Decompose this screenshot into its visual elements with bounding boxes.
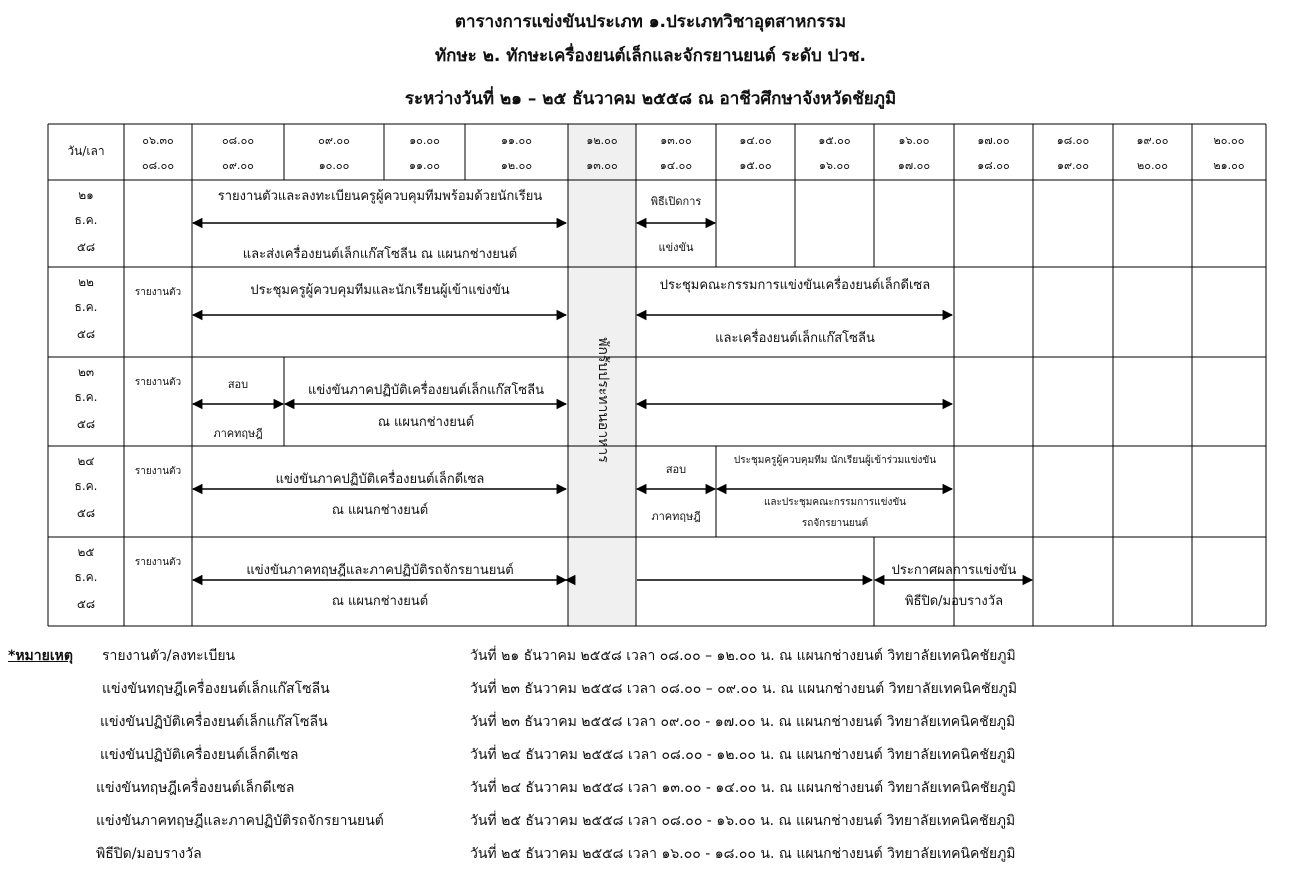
note-activity: พิธีปิด/มอบรางวัล: [96, 846, 202, 862]
note-datetime-location: วันที่ ๒๓ ธันวาคม ๒๕๕๘ เวลา ๐๙.๐๐ - ๑๗.๐๐ น. ณ แผนกช่างยนต์ วิทยาลัยเทคนิคชัยภูมิ: [470, 714, 1016, 730]
time-slot-start: ๑๒.๐๐: [586, 134, 618, 147]
d25-competition-line2: ณ แผนกช่างยนต์: [331, 594, 429, 609]
time-slot-end: ๑๒.๐๐: [500, 159, 533, 172]
d25-result-line2: พิธีปิด/มอบรางวัล: [904, 594, 1004, 609]
day-year: ๕๘: [76, 327, 96, 341]
time-slot-end: ๑๘.๐๐: [977, 159, 1010, 172]
day-day: ๒๔: [77, 454, 95, 468]
notes-label: *หมายเหตุ: [8, 648, 73, 664]
time-slot-start: ๑๔.๐๐: [739, 134, 772, 147]
d24-exam-line1: สอบ: [665, 463, 687, 476]
d23-practice-line2: ณ แผนกช่างยนต์: [377, 415, 475, 430]
d21-opening-line2: แข่งขัน: [658, 241, 694, 254]
checkin-label: รายงานตัว: [134, 557, 182, 568]
d21-opening-line1: พิธีเปิดการ: [650, 195, 702, 208]
d22-committee-line2: และเครื่องยนต์เล็กแก๊สโซลีน: [715, 331, 875, 346]
corner-header: วัน/เลา: [67, 144, 105, 158]
note-activity: แข่งขันทฤษฎีเครื่องยนต์เล็กแก๊สโซลีน: [102, 681, 330, 697]
note-datetime-location: วันที่ ๒๕ ธันวาคม ๒๕๕๘ เวลา ๑๖.๐๐ - ๑๘.๐๐ น. ณ แผนกช่างยนต์ วิทยาลัยเทคนิคชัยภูมิ: [470, 846, 1016, 862]
time-slot-end: ๒๑.๐๐: [1213, 159, 1245, 172]
time-slot-end: ๑๓.๐๐: [586, 159, 618, 172]
time-slot-start: ๐๙.๐๐: [318, 134, 350, 147]
day-month: ธ.ค.: [74, 479, 98, 493]
d25-result-line1: ประกาศผลการแข่งขัน: [891, 563, 1017, 578]
day-year: ๕๘: [76, 417, 96, 431]
d22-meeting-morning: ประชุมครูผู้ควบคุมทีมและนักเรียนผู้เข้าแข่งขัน: [250, 283, 510, 298]
time-slot-end: ๑๕.๐๐: [739, 159, 772, 172]
d24-meeting-line1: ประชุมครูผู้ควบคุมทีม นักเรียนผู้เข้าร่วมแข่งขัน: [733, 455, 937, 466]
time-slot-end: ๑๗.๐๐: [897, 159, 931, 172]
day-month: ธ.ค.: [74, 213, 98, 227]
note-activity: แข่งขันปฏิบัติเครื่องยนต์เล็กแก๊สโซลีน: [100, 714, 328, 730]
note-datetime-location: วันที่ ๒๑ ธันวาคม ๒๕๕๘ เวลา ๐๘.๐๐ – ๑๒.๐๐ น. ณ แผนกช่างยนต์ วิทยาลัยเทคนิคชัยภูมิ: [470, 648, 1016, 664]
note-activity: แข่งขันทฤษฎีเครื่องยนต์เล็กดีเซล: [96, 780, 295, 796]
note-activity: รายงานตัว/ลงทะเบียน: [102, 648, 236, 664]
time-slot-start: ๑๘.๐๐: [1056, 134, 1090, 147]
time-slot-end: ๑๖.๐๐: [819, 159, 850, 172]
time-slot-start: ๑๓.๐๐: [660, 134, 692, 147]
d24-exam-line2: ภาคทฤษฎี: [651, 510, 701, 523]
d24-meeting-line2: และประชุมคณะกรรมการแข่งขัน: [763, 497, 907, 508]
d21-registration-line2: และส่งเครื่องยนต์เล็กแก๊สโซลีน ณ แผนกช่างยนต์: [242, 247, 518, 262]
time-slot-start: ๒๐.๐๐: [1213, 134, 1245, 147]
time-slot-start: ๑๑.๐๐: [501, 134, 532, 147]
time-slot-start: ๑๐.๐๐: [409, 134, 440, 147]
title-line-1: ตารางการแข่งขันประเภท ๑.ประเภทวิชาอุตสาหกรรม: [454, 12, 847, 32]
day-month: ธ.ค.: [74, 570, 98, 584]
time-slot-end: ๑๔.๐๐: [659, 159, 693, 172]
time-slot-end: ๒๐.๐๐: [1137, 159, 1168, 172]
time-slot-start: ๑๖.๐๐: [898, 134, 930, 147]
day-month: ธ.ค.: [74, 390, 98, 404]
checkin-label: รายงานตัว: [134, 466, 182, 477]
note-activity: แข่งขันปฏิบัติเครื่องยนต์เล็กดีเซล: [100, 747, 299, 763]
checkin-label: รายงานตัว: [134, 377, 182, 388]
time-slot-start: ๐๖.๓๐: [142, 134, 174, 147]
note-activity: แข่งขันภาคทฤษฎีและภาคปฏิบัติรถจักรยานยนต์: [96, 813, 384, 829]
d23-exam-line1: สอบ: [227, 378, 249, 391]
d24-practice-line1: แข่งขันภาคปฏิบัติเครื่องยนต์เล็กดีเซล: [275, 472, 485, 487]
note-datetime-location: วันที่ ๒๕ ธันวาคม ๒๕๕๘ เวลา ๐๘.๐๐ - ๑๖.๐๐ น. ณ แผนกช่างยนต์ วิทยาลัยเทคนิคชัยภูมิ: [470, 813, 1016, 829]
time-slot-start: ๑๕.๐๐: [818, 134, 851, 147]
day-year: ๕๘: [76, 597, 96, 611]
d25-competition-line1: แข่งขันภาคทฤษฎีและภาคปฏิบัติรถจักรยานยนต์: [246, 563, 514, 578]
day-day: ๒๕: [77, 545, 95, 559]
d23-practice-line1: แข่งขันภาคปฏิบัติเครื่องยนต์เล็กแก๊สโซลีน: [308, 383, 544, 398]
day-day: ๒๑: [78, 188, 94, 202]
time-slot-end: ๐๙.๐๐: [222, 159, 254, 172]
day-day: ๒๒: [78, 275, 94, 289]
lunch-break-label: พักรับประทานอาหาร: [595, 337, 611, 463]
time-slot-end: ๑๑.๐๐: [409, 159, 440, 172]
checkin-label: รายงานตัว: [134, 287, 182, 298]
d21-registration-line1: รายงานตัวและลงทะเบียนครูผู้ควบคุมทีมพร้อมด้วยนักเรียน: [217, 189, 543, 204]
time-slot-start: ๑๗.๐๐: [977, 134, 1010, 147]
d24-practice-line2: ณ แผนกช่างยนต์: [331, 503, 429, 518]
title-line-3: ระหว่างวันที่ ๒๑ – ๒๕ ธันวาคม ๒๕๕๘ ณ อาชีวศึกษาจังหวัดชัยภูมิ: [404, 89, 897, 109]
time-slot-end: ๑๙.๐๐: [1057, 159, 1089, 172]
d24-meeting-line3: รถจักรยานยนต์: [801, 518, 869, 529]
d22-committee-line1: ประชุมคณะกรรมการแข่งขันเครื่องยนต์เล็กดีเซล: [659, 278, 931, 293]
title-line-2: ทักษะ ๒. ทักษะเครื่องยนต์เล็กและจักรยานยนต์ ระดับ ปวช.: [434, 46, 867, 66]
day-month: ธ.ค.: [74, 300, 98, 314]
note-datetime-location: วันที่ ๒๔ ธันวาคม ๒๕๕๘ เวลา ๐๘.๐๐ - ๑๒.๐๐ น. ณ แผนกช่างยนต์ วิทยาลัยเทคนิคชัยภูมิ: [470, 747, 1016, 763]
day-day: ๒๓: [77, 365, 95, 379]
day-year: ๕๘: [76, 240, 96, 254]
time-slot-end: ๐๘.๐๐: [141, 159, 175, 172]
day-year: ๕๘: [76, 506, 96, 520]
time-slot-end: ๑๐.๐๐: [318, 159, 350, 172]
d23-exam-line2: ภาคทฤษฎี: [213, 427, 263, 440]
time-slot-start: ๑๙.๐๐: [1136, 134, 1169, 147]
time-slot-start: ๐๘.๐๐: [221, 134, 255, 147]
note-datetime-location: วันที่ ๒๓ ธันวาคม ๒๕๕๘ เวลา ๐๘.๐๐ – ๐๙.๐๐ น. ณ แผนกช่างยนต์ วิทยาลัยเทคนิคชัยภูมิ: [470, 681, 1018, 697]
note-datetime-location: วันที่ ๒๔ ธันวาคม ๒๕๕๘ เวลา ๑๓.๐๐ - ๑๔.๐๐ น. ณ แผนกช่างยนต์ วิทยาลัยเทคนิคชัยภูมิ: [470, 780, 1017, 796]
